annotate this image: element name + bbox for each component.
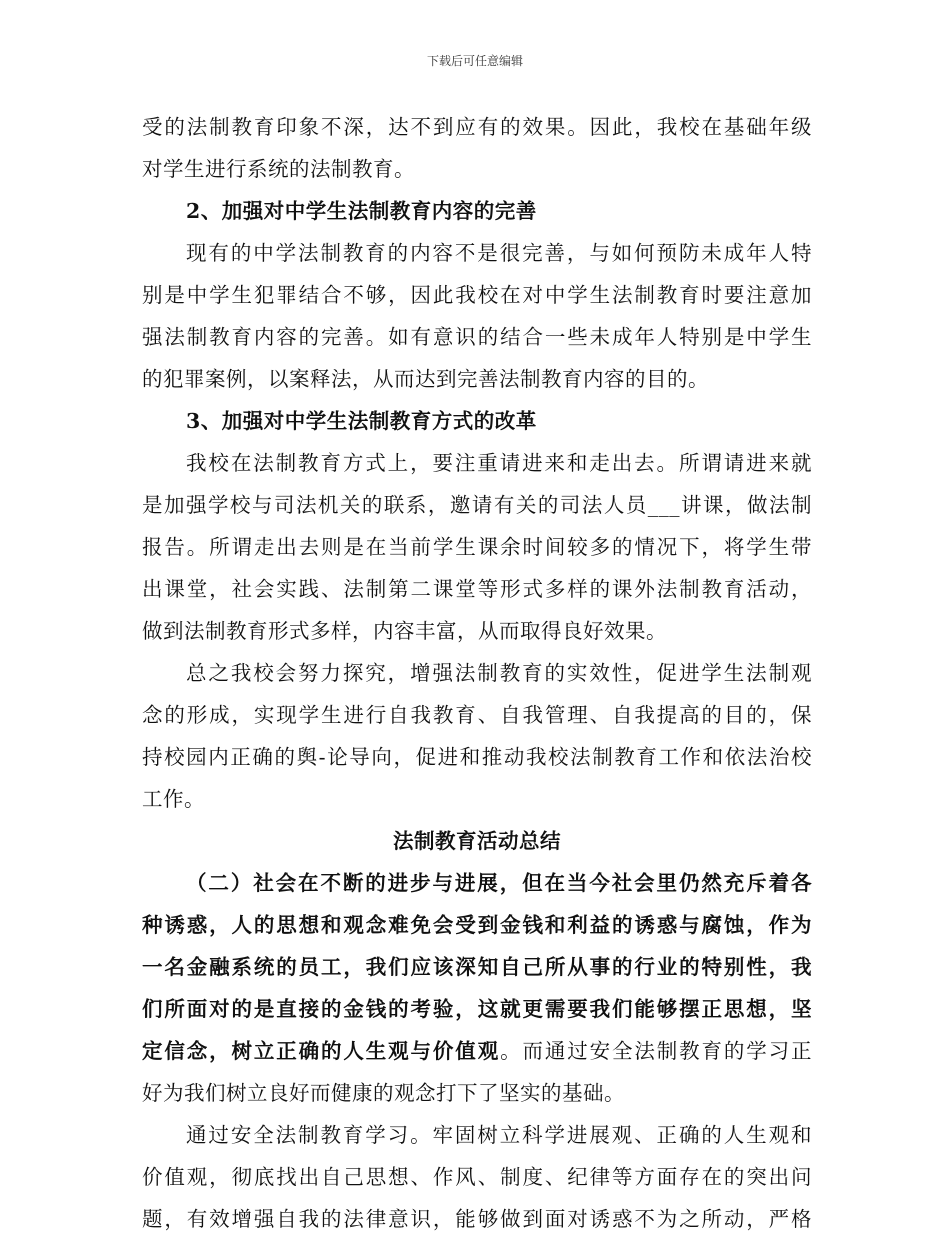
paragraph-line: （二）社会在不断的进步与进展，但在当今社会里仍然充斥着各 — [186, 871, 812, 895]
paragraph-line: 好为我们树立良好而健康的观念打下了坚实的基础。 — [142, 1081, 625, 1105]
paragraph-line: 我校在法制教育方式上，要注重请进来和走出去。所谓请进来就 — [186, 451, 812, 475]
paragraph-line: 念的形成，实现学生进行自我教育、自我管理、自我提高的目的，保 — [142, 703, 812, 727]
section-heading: 2、加强对中学生法制教育内容的完善 — [186, 199, 537, 223]
paragraph-line: 现有的中学法制教育的内容不是很完善，与如何预防未成年人特 — [186, 241, 812, 265]
document-body — [142, 106, 812, 1240]
paragraph-line: 出课堂，社会实践、法制第二课堂等形式多样的课外法制教育活动， — [142, 577, 812, 601]
paragraph-line: 强法制教育内容的完善。如有意识的结合一些未成年人特别是中学生 — [142, 325, 812, 349]
paragraph-line: 工作。 — [142, 787, 205, 811]
paragraph-line: 是加强学校与司法机关的联系，邀请有关的司法人员___讲课，做法制 — [142, 493, 812, 517]
paragraph-line: 报告。所谓走出去则是在当前学生课余时间较多的情况下，将学生带 — [142, 535, 812, 559]
paragraph-line: 总之我校会努力探究，增强法制教育的实效性，促进学生法制观 — [186, 661, 812, 685]
paragraph-line: 们所面对的是直接的金钱的考验，这就更需要我们能够摆正思想，坚 — [142, 997, 812, 1021]
paragraph-line: 价值观，彻底找出自己思想、作风、制度、纪律等方面存在的突出问 — [142, 1165, 812, 1189]
plain-run: 。而通过安全法制教育的学习正 — [500, 1039, 813, 1063]
paragraph-line: 持校园内正确的舆-论导向，促进和推动我校法制教育工作和依法治校 — [142, 745, 812, 769]
paragraph-line: 做到法制教育形式多样，内容丰富，从而取得良好效果。 — [142, 619, 667, 643]
page-header: 下载后可任意编辑 — [426, 54, 523, 68]
paragraph-line: 一名金融系统的员工，我们应该深知自己所从事的行业的特别性，我 — [142, 955, 812, 979]
paragraph-line: 受的法制教育印象不深，达不到应有的效果。因此，我校在基础年级 — [142, 115, 812, 139]
paragraph-line: 种诱惑，人的思想和观念难免会受到金钱和利益的诱惑与腐蚀，作为 — [142, 913, 812, 937]
document-title: 法制教育活动总结 — [393, 829, 561, 853]
bold-run: 定信念，树立正确的人生观与价值观 — [142, 1039, 501, 1063]
paragraph-line: 别是中学生犯罪结合不够，因此我校在对中学生法制教育时要注意加 — [142, 283, 812, 307]
paragraph-line: 题，有效增强自我的法律意识，能够做到面对诱惑不为之所动，严格 — [142, 1207, 812, 1231]
paragraph-line: 的犯罪案例，以案释法，从而达到完善法制教育内容的目的。 — [142, 367, 709, 391]
paragraph-line: 对学生进行系统的法制教育。 — [142, 157, 415, 181]
paragraph-line-mixed — [142, 1030, 812, 1072]
paragraph-line: 通过安全法制教育学习。牢固树立科学进展观、正确的人生观和 — [186, 1123, 812, 1147]
section-heading: 3、加强对中学生法制教育方式的改革 — [186, 409, 537, 433]
